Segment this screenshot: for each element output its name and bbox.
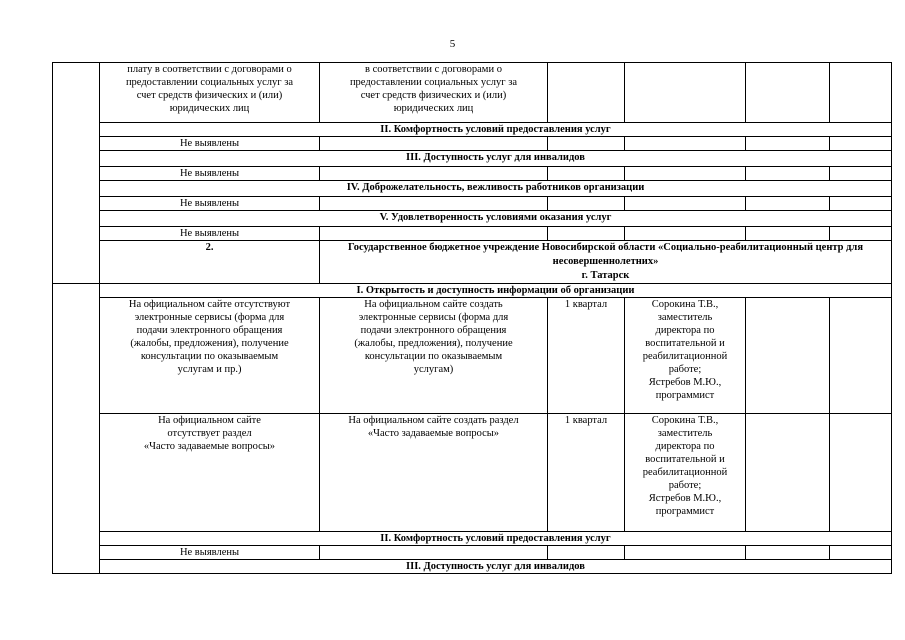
actual-date-cell bbox=[830, 298, 892, 414]
result-cell bbox=[746, 414, 830, 532]
measure-cell: в соответствии с договорами о предоставлении социальных услуг за счет средств физических и (или) юридических лиц bbox=[320, 63, 548, 123]
shortcoming-cell: На официальном сайте отсутствует раздел «Часто задаваемые вопросы» bbox=[100, 414, 320, 532]
organization-number: 2. bbox=[100, 241, 320, 284]
section-title: V. Удовлетворенность условиями оказания услуг bbox=[100, 211, 892, 227]
organization-row bbox=[53, 241, 892, 284]
section-title: IV. Доброжелательность, вежливость работников организации bbox=[100, 181, 892, 197]
table-row bbox=[53, 63, 892, 123]
section-title: II. Комфортность условий предоставления услуг bbox=[100, 532, 892, 546]
responsible-cell bbox=[625, 63, 746, 123]
responsible-cell: Сорокина Т.В., заместитель директора по воспитательной и реабилитационной работе; Ястребов М.Ю., программист bbox=[625, 298, 746, 414]
result-cell bbox=[746, 63, 830, 123]
none-found-cell: Не выявлены bbox=[100, 227, 320, 241]
shortcoming-cell: На официальном сайте отсутствуют электронные сервисы (форма для подачи электронного обращения (жалобы, предложения), получение консультации по оказываемым услугам и пр.) bbox=[100, 298, 320, 414]
actual-date-cell bbox=[830, 414, 892, 532]
section-header-row bbox=[53, 532, 892, 546]
none-found-cell: Не выявлены bbox=[100, 197, 320, 211]
table-row bbox=[53, 227, 892, 241]
page-number: 5 bbox=[449, 38, 456, 50]
section-title: I. Открытость и доступность информации об организации bbox=[100, 284, 892, 298]
measure-cell: На официальном сайте создать электронные сервисы (форма для подачи электронного обращения (жалобы, предложения), получение консультации по оказываемым услугам) bbox=[320, 298, 548, 414]
none-found-cell: Не выявлены bbox=[100, 546, 320, 560]
section-header-row bbox=[53, 151, 892, 167]
actual-date-cell bbox=[830, 63, 892, 123]
table-row bbox=[53, 414, 892, 532]
table-row bbox=[53, 137, 892, 151]
deadline-cell: 1 квартал bbox=[548, 298, 625, 414]
none-found-cell: Не выявлены bbox=[100, 137, 320, 151]
table-row bbox=[53, 298, 892, 414]
section-header-row bbox=[53, 181, 892, 197]
section-header-row bbox=[53, 560, 892, 574]
improvement-plan-table bbox=[52, 62, 892, 574]
section-title: III. Доступность услуг для инвалидов bbox=[100, 560, 892, 574]
row-number-cell bbox=[53, 63, 100, 284]
deadline-cell bbox=[548, 63, 625, 123]
result-cell bbox=[746, 298, 830, 414]
section-title: III. Доступность услуг для инвалидов bbox=[100, 151, 892, 167]
deadline-cell: 1 квартал bbox=[548, 414, 625, 532]
section-header-row bbox=[53, 123, 892, 137]
responsible-cell: Сорокина Т.В., заместитель директора по воспитательной и реабилитационной работе; Ястребов М.Ю., программист bbox=[625, 414, 746, 532]
shortcoming-cell: плату в соответствии с договорами о предоставлении социальных услуг за счет средств физических и (или) юридических лиц bbox=[100, 63, 320, 123]
section-title: II. Комфортность условий предоставления услуг bbox=[100, 123, 892, 137]
measure-cell: На официальном сайте создать раздел «Часто задаваемые вопросы» bbox=[320, 414, 548, 532]
row-number-cell bbox=[53, 284, 100, 574]
table-row bbox=[53, 197, 892, 211]
section-header-row bbox=[53, 284, 892, 298]
none-found-cell: Не выявлены bbox=[100, 167, 320, 181]
section-header-row bbox=[53, 211, 892, 227]
organization-name: Государственное бюджетное учреждение Новосибирской области «Социально-реабилитационный центр для несовершеннолетних» г. Татарск bbox=[320, 241, 892, 284]
table-row bbox=[53, 167, 892, 181]
table-row bbox=[53, 546, 892, 560]
